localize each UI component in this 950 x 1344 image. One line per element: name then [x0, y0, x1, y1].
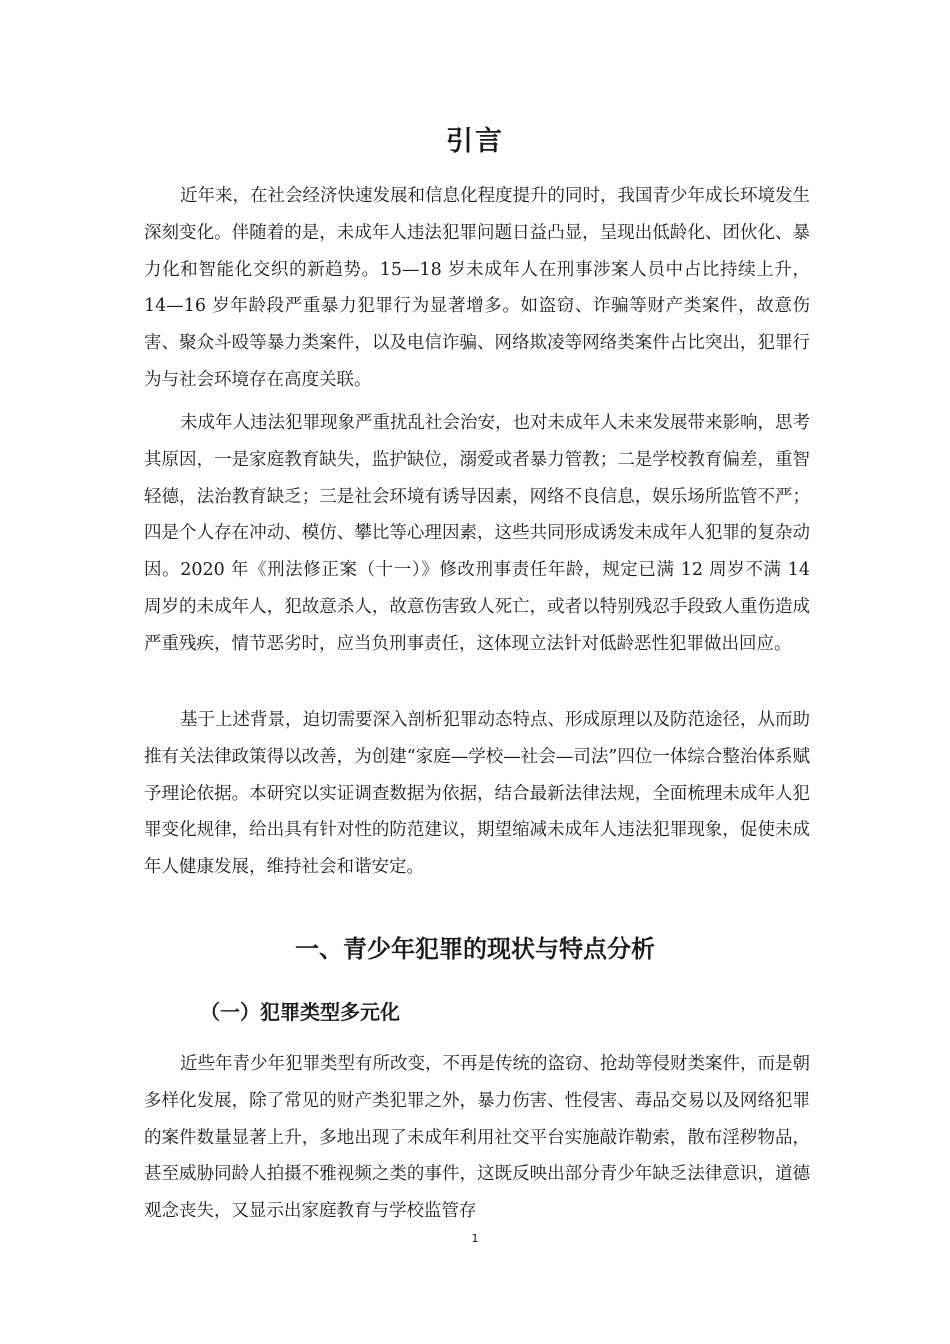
intro-paragraph-2: 未成年人违法犯罪现象严重扰乱社会治安，也对未成年人未来发展带来影响，思考其原因，一是家庭教育缺失，监护缺位，溺爱或者暴力管教；二是学校教育偏差，重智轻德，法治教育缺乏；三是社会环境有诱导因素，网络不良信息，娱乐场所监管不严；四是个人存在冲动、模仿、攀比等心理因素，这些共同形成诱发未成年人犯罪的复杂动因。2020 年《刑法修正案（十一）》修改刑事责任年龄，规定已满 12 周岁不满 14 周岁的未成年人，犯故意杀人，故意伤害致人死亡，或者以特别残忍手段致人重伤造成严重残疾，情节恶劣时，应当负刑事责任，这体现立法针对低龄恶性犯罪做出回应。 [144, 413, 810, 654]
page-number: 1 [471, 1232, 479, 1245]
section-heading: 一、青少年犯罪的现状与特点分析 [295, 935, 655, 963]
subsection-heading: （一）犯罪类型多元化 [200, 1000, 400, 1024]
subsection-paragraph: 近些年青少年犯罪类型有所改变，不再是传统的盗窃、抢劫等侵财类案件，而是朝多样化发展，除了常见的财产类犯罪之外，暴力伤害、性侵害、毒品交易以及网络犯罪的案件数量显著上升，多地出现了未成年利用社交平台实施敲诈勒索，散布淫秽物品，甚至威胁同龄人拍摄不雅视频之类的事件，这既反映出部分青少年缺乏法律意识，道德观念丧失，又显示出家庭教育与学校监管存 [144, 1054, 810, 1222]
document-title: 引言 [446, 126, 504, 157]
intro-paragraph-1: 近年来，在社会经济快速发展和信息化程度提升的同时，我国青少年成长环境发生深刻变化。伴随着的是，未成年人违法犯罪问题日益凸显，呈现出低龄化、团伙化、暴力化和智能化交织的新趋势。15—18 岁未成年人在刑事涉案人员中占比持续上升，14—16 岁年龄段严重暴力犯罪行为显著增多。如盗窃、诈骗等财产类案件，故意伤害、聚众斗殴等暴力类案件，以及电信诈骗、网络欺凌等网络类案件占比突出，犯罪行为与社会环境存在高度关联。 [144, 186, 810, 390]
intro-paragraph-3: 基于上述背景，迫切需要深入剖析犯罪动态特点、形成原理以及防范途径，从而助推有关法律政策得以改善，为创建“家庭—学校—社会—司法”四位一体综合整治体系赋予理论依据。本研究以实证调查数据为依据，结合最新法律法规，全面梳理未成年人犯罪变化规律，给出具有针对性的防范建议，期望缩减未成年人违法犯罪现象，促使未成年人健康发展，维持社会和谐安定。 [144, 710, 810, 878]
